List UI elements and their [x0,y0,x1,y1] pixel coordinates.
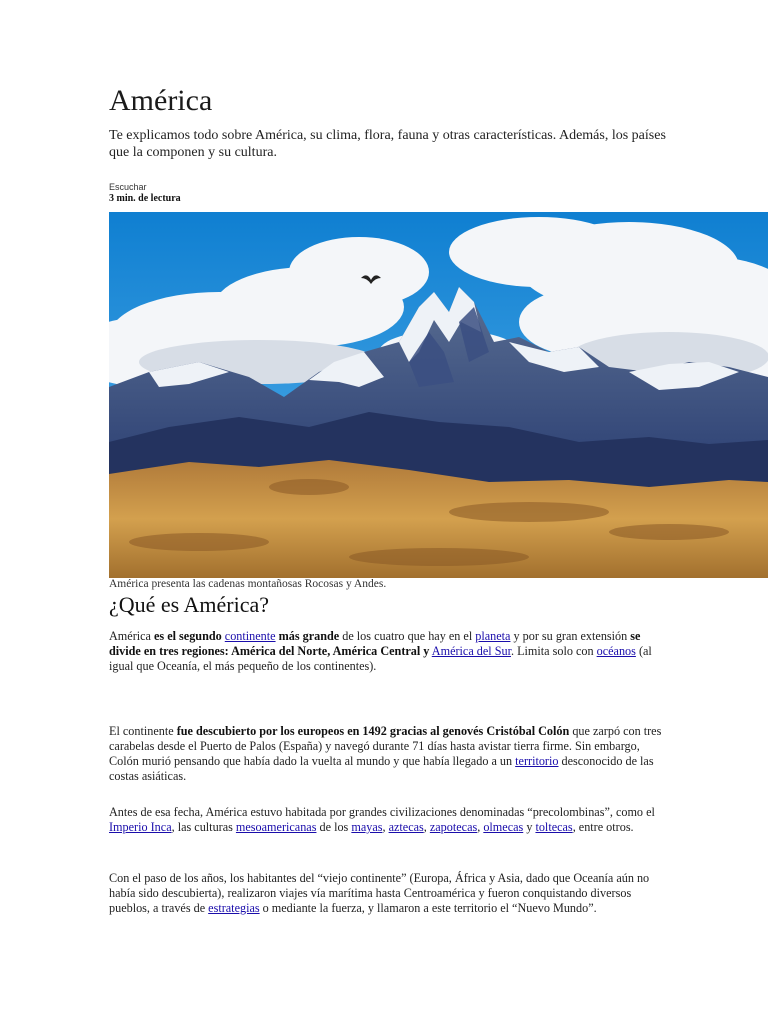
p1-bold-2: más grande [278,629,340,643]
p1-text: . Limita solo con [510,644,597,658]
p2-text: El continente [109,724,177,738]
p3-text: , [382,820,389,834]
p1-bold-1: es el segundo [154,629,222,643]
p2-text: que zarpó con tres carabelas desde el Puerto de Palos (España) y navegó durante 71 días hasta avistar tierra firme. Sin embargo, Colón murió pensando que había dado la vuelta al mundo y que había llegado a un [109,724,662,768]
link-zapotecas[interactable]: zapotecas [429,820,478,834]
p3-text: de los [316,820,352,834]
p4-text: Con el paso de los años, los habitantes del “viejo continente” (Europa, África y Asia, dado que Oceanía aún no había sido descubierta), realizaron viajes vía marítima hasta Centroamérica y fueron conquistando diversos pueblos, a través de [109,871,650,915]
link-america-del-sur[interactable]: América del Sur [431,644,511,658]
p3-text: y [523,820,536,834]
link-mesoamericanas[interactable]: mesoamericanas [235,820,317,834]
p4-text: o mediante la fuerza, y llamaron a este territorio el “Nuevo Mundo”. [259,901,597,915]
link-toltecas[interactable]: toltecas [535,820,573,834]
article-intro: Te explicamos todo sobre América, su clima, flora, fauna y otras características. Además, los países que la componen y su cultura. [109,128,666,160]
link-olmecas[interactable]: olmecas [483,820,524,834]
link-mayas[interactable]: mayas [351,820,383,834]
listen-button[interactable]: Escuchar [109,182,147,192]
mountain-landscape-illustration [109,212,768,578]
link-continente[interactable]: continente [224,629,276,643]
link-oceanos[interactable]: océanos [596,644,636,658]
p1-text: y por su gran extensión [510,629,631,643]
p1-text: América [109,629,155,643]
p1-bold-3: se divide en tres regiones: América del Norte, América Central y [109,629,641,658]
p1-text: de los cuatro que hay en el [339,629,476,643]
hero-image [109,212,768,578]
p2-text: desconocido de las costas asiáticas. [109,754,654,783]
p1-text: (al igual que Oceanía, el más pequeño de los continentes). [109,644,652,673]
link-imperio-inca[interactable]: Imperio Inca [109,820,172,834]
paragraph-2 [109,724,669,784]
paragraph-3 [109,805,669,835]
p3-text: , entre otros. [572,820,634,834]
link-estrategias[interactable]: estrategias [208,901,260,915]
p3-text: Antes de esa fecha, América estuvo habitada por grandes civilizaciones denominadas “precolombinas”, como el [109,805,655,819]
section-heading: ¿Qué es América? [109,592,270,617]
p3-text: , [477,820,484,834]
link-aztecas[interactable]: aztecas [388,820,424,834]
paragraph-4 [109,871,669,916]
link-territorio[interactable]: territorio [515,754,559,768]
p3-text: , las culturas [171,820,236,834]
read-time: 3 min. de lectura [109,193,181,204]
hero-caption: América presenta las cadenas montañosas Rocosas y Andes. [109,578,387,590]
p2-bold-1: fue descubierto por los europeos en 1492 gracias al genovés Cristóbal Colón [176,724,570,738]
paragraph-1 [109,629,669,674]
p3-text: , [423,820,430,834]
link-planeta[interactable]: planeta [475,629,511,643]
page-title: América [109,84,213,117]
